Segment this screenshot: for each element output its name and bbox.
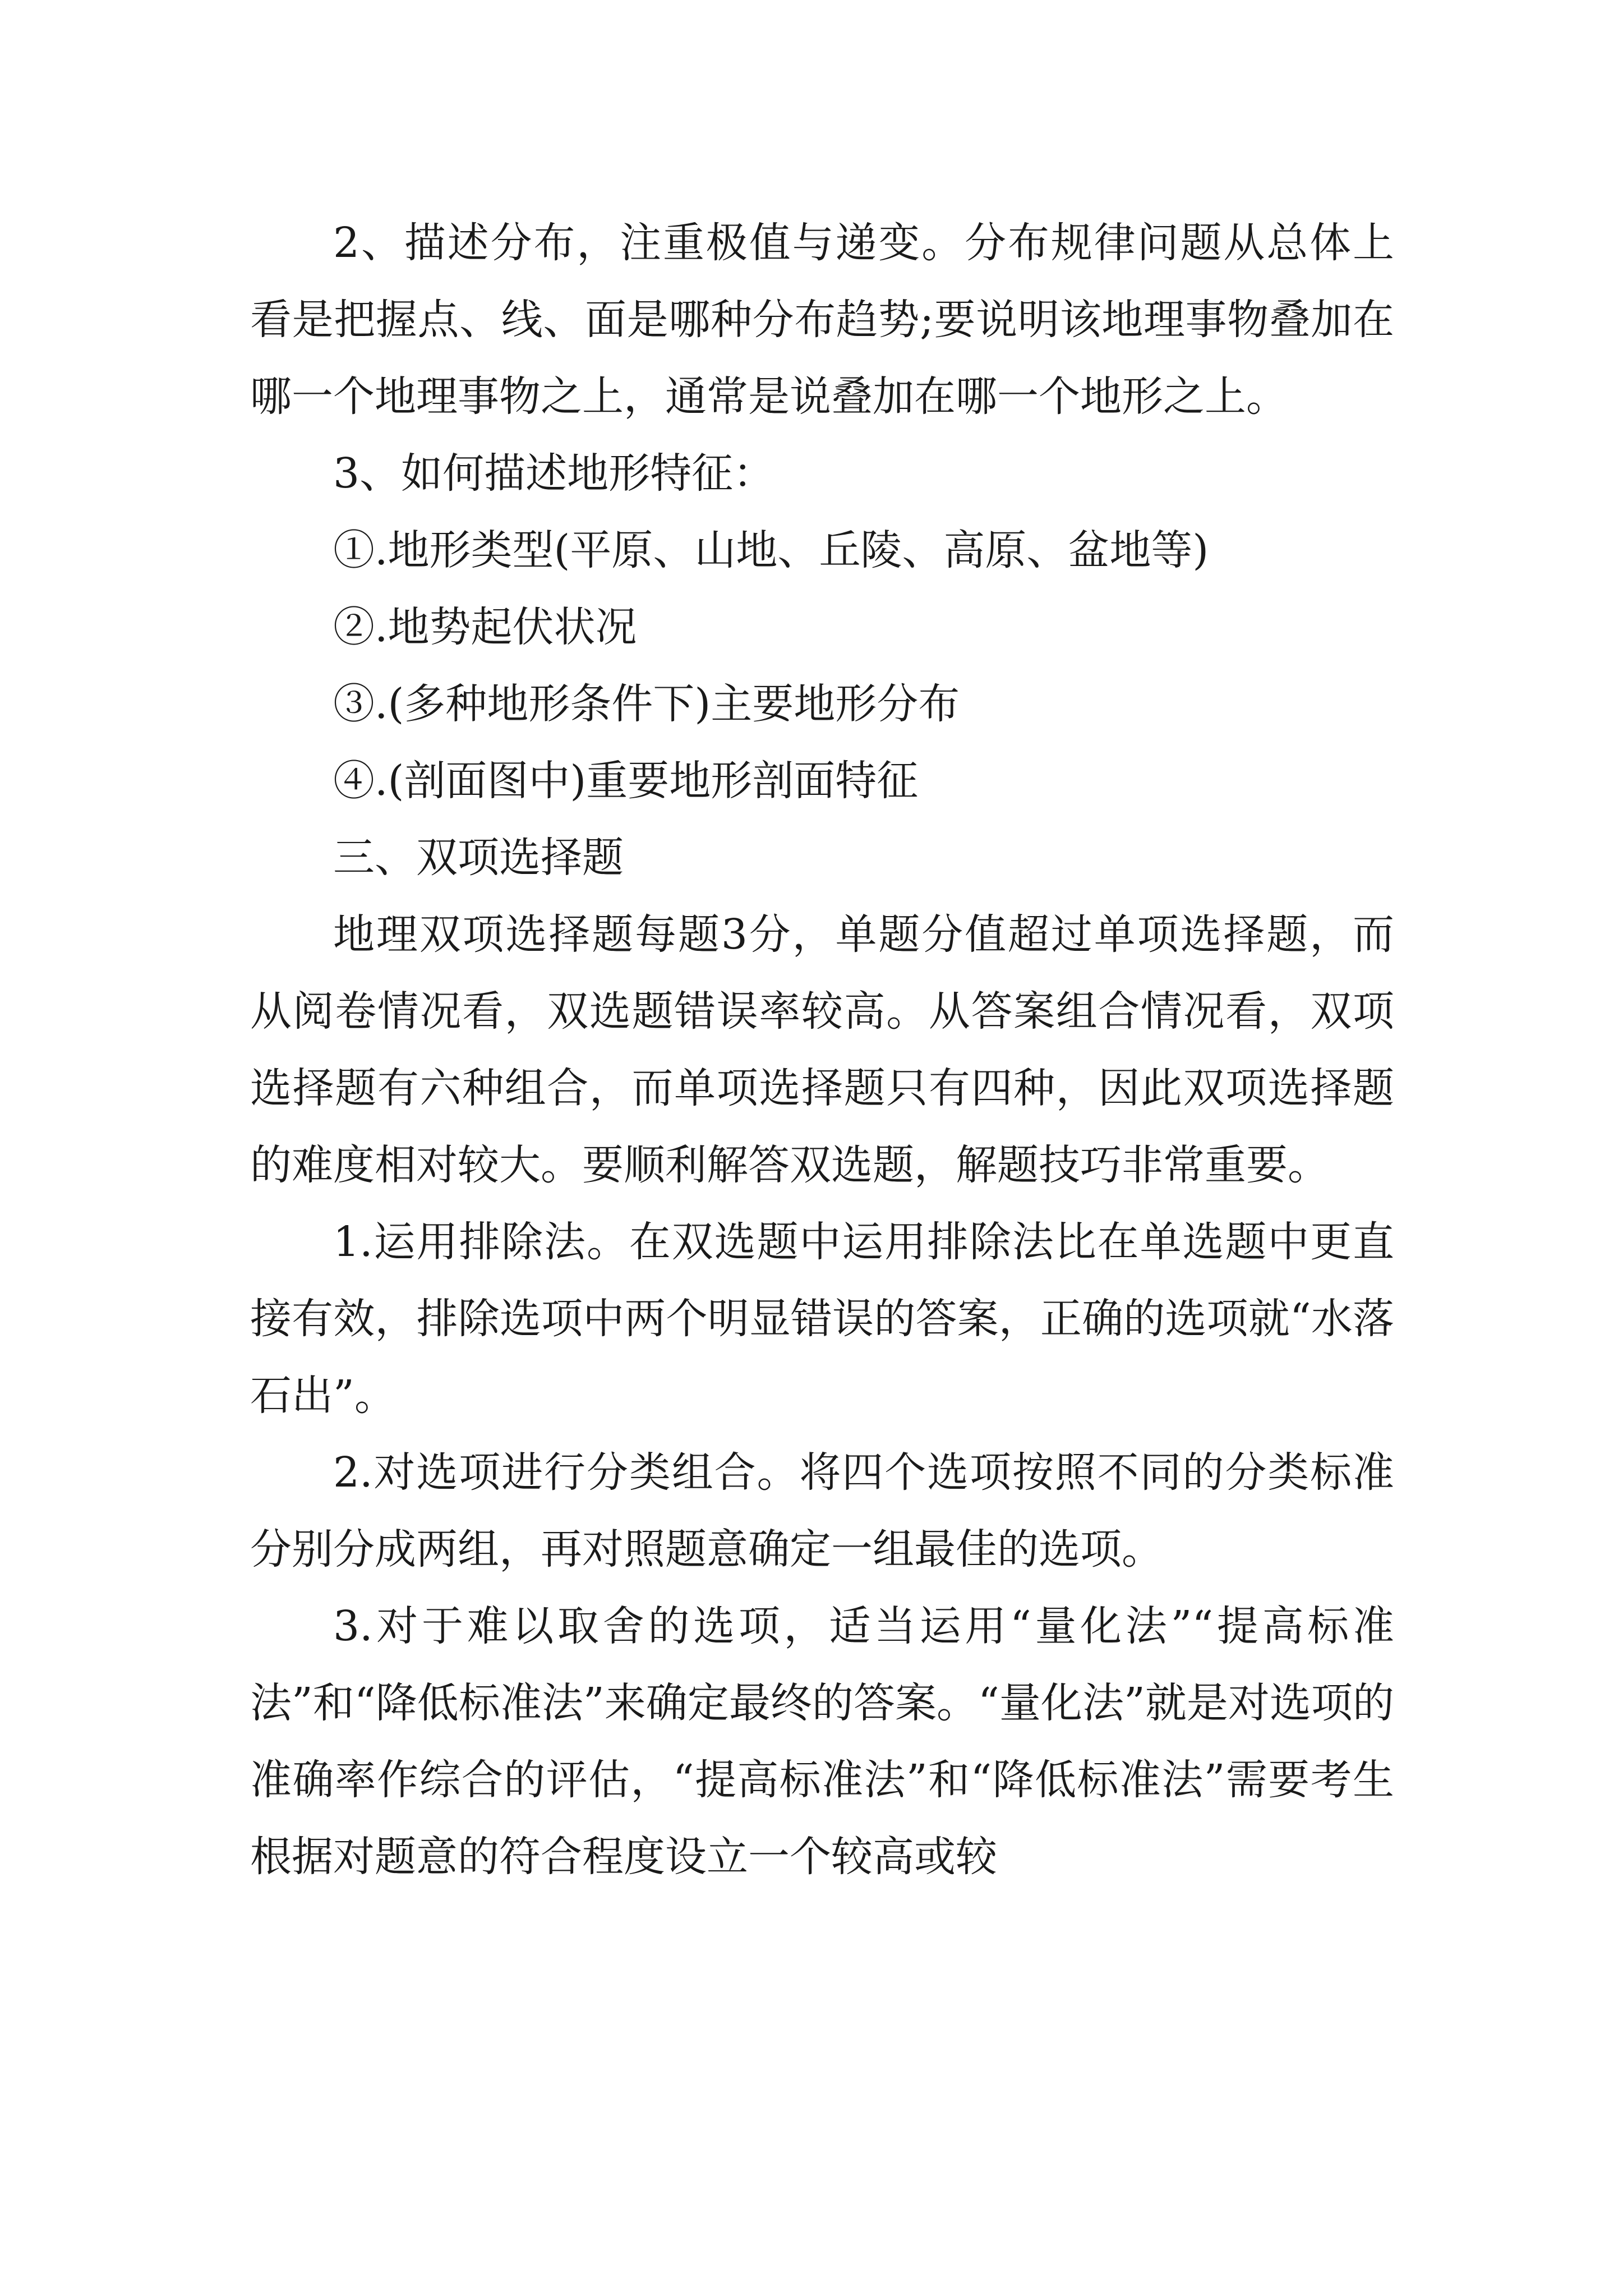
paragraph-elimination-method: 1.运用排除法。在双选题中运用排除法比在单选题中更直接有效，排除选项中两个明显错误的答案，正确的选项就“水落石出”。 <box>250 1218 1394 1420</box>
document-body <box>250 205 1394 1895</box>
section-heading-double-choice: 三、双项选择题 <box>333 834 624 882</box>
list-item-main-distribution: ③.(多种地形条件下)主要地形分布 <box>333 680 960 728</box>
list-item-terrain-type: ①.地形类型(平原、山地、丘陵、高原、盆地等) <box>333 526 1209 574</box>
paragraph-terrain-heading: 3、如何描述地形特征： <box>333 449 775 498</box>
list-item-profile-features: ④.(剖面图中)重要地形剖面特征 <box>333 757 919 805</box>
paragraph-grouping-method: 2.对选项进行分类组合。将四个选项按照不同的分类标准分别分成两组，再对照题意确定一组最佳的选项。 <box>250 1448 1394 1573</box>
list-item-relief: ②.地势起伏状况 <box>333 603 637 651</box>
paragraph-quantification-method: 3.对于难以取舍的选项，适当运用“量化法”“提高标准法”和“降低标准法”来确定最终的答案。“量化法”就是对选项的准确率作综合的评估，“提高标准法”和“降低标准法”需要考生根据对题意的符合程度设立一个较高或较 <box>250 1602 1394 1881</box>
paragraph-distribution: 2、描述分布，注重极值与递变。分布规律问题从总体上看是把握点、线、面是哪种分布趋势;要说明该地理事物叠加在哪一个地理事物之上，通常是说叠加在哪一个地形之上。 <box>250 219 1394 421</box>
paragraph-double-choice-intro: 地理双项选择题每题3分，单题分值超过单项选择题，而从阅卷情况看，双选题错误率较高。从答案组合情况看，双项选择题有六种组合，而单项选择题只有四种，因此双项选择题的难度相对较大。要顺利解答双选题，解题技巧非常重要。 <box>250 910 1394 1189</box>
